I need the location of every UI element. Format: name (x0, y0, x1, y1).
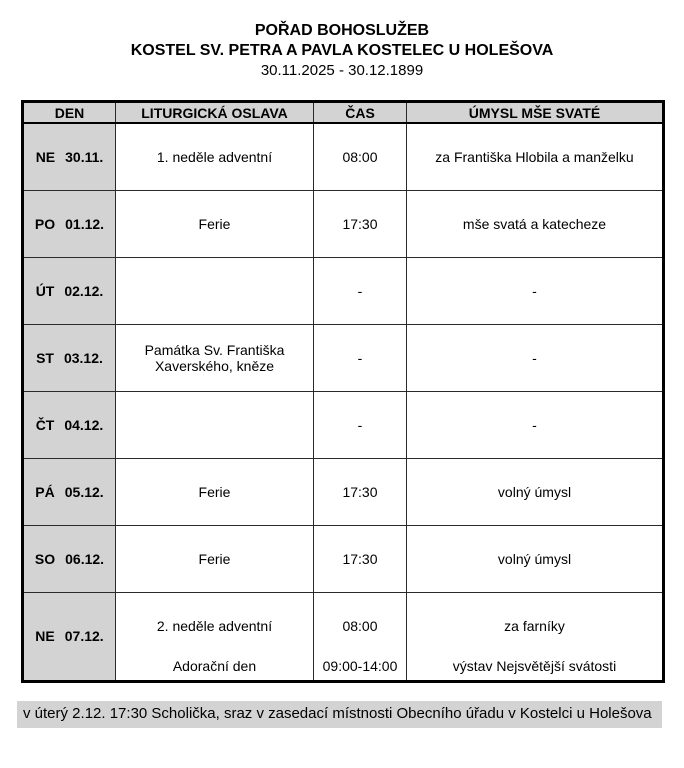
table-row (23, 123, 664, 190)
header-oslava: LITURGICKÁ OSLAVA (116, 102, 314, 124)
time-cell: - (314, 391, 407, 458)
time-cell: 17:30 (314, 190, 407, 257)
schedule-table (21, 100, 665, 683)
day-date: 05.12. (64, 483, 104, 500)
intention-cell: volný úmysl (407, 525, 664, 592)
time-cell: - (314, 324, 407, 391)
intention-cell: mše svatá a katecheze (407, 190, 664, 257)
page-title: POŘAD BOHOSLUŽEB (254, 22, 430, 39)
header-cas: ČAS (314, 102, 407, 124)
intention-cell: volný úmysl (407, 458, 664, 525)
intention-cell: - (407, 391, 664, 458)
table-row (23, 391, 664, 458)
day-date: 06.12. (65, 550, 105, 567)
day-abbrev: NE (35, 628, 55, 644)
day-abbrev: ST (36, 349, 54, 366)
time-cell: - (314, 257, 407, 324)
table-row (23, 190, 664, 257)
liturgy-cell: Ferie (116, 190, 314, 257)
liturgy-cell: Památka Sv. Františka Xaverského, kněze (116, 324, 314, 391)
day-abbrev: ÚT (35, 282, 55, 299)
liturgy-cell: Ferie (116, 458, 314, 525)
day-abbrev: NE (35, 148, 56, 165)
day-cell (23, 592, 116, 681)
day-abbrev: SO (34, 550, 56, 567)
day-cell (23, 190, 116, 257)
time-cell: 17:30 (314, 458, 407, 525)
time-line-1: 08:00 (342, 617, 378, 634)
day-abbrev: ČT (35, 416, 55, 433)
intention-cell: - (407, 324, 664, 391)
liturgy-cell (116, 257, 314, 324)
day-date: 01.12. (65, 215, 105, 232)
header-umysl: ÚMYSL MŠE SVATÉ (407, 102, 664, 124)
date-range: 30.11.2025 - 30.12.1899 (260, 62, 424, 79)
church-name: KOSTEL SV. PETRA A PAVLA KOSTELEC U HOLEŠOVA (130, 42, 554, 59)
time-cell (314, 592, 407, 681)
table-row (23, 592, 664, 681)
table-row (23, 525, 664, 592)
day-date: 02.12. (64, 282, 104, 299)
day-cell (23, 324, 116, 391)
table-row (23, 458, 664, 525)
title-block (0, 0, 684, 81)
footer-note: v úterý 2.12. 17:30 Scholička, sraz v zasedací místnosti Obecního úřadu v Kostelci u Holešova (17, 701, 662, 728)
time-line-2: 09:00-14:00 (322, 657, 398, 674)
day-cell (23, 123, 116, 190)
intention-line-2: výstav Nejsvětější svátosti (452, 657, 617, 674)
table-row (23, 257, 664, 324)
time-cell: 17:30 (314, 525, 407, 592)
intention-cell (407, 592, 664, 681)
liturgy-cell: 1. neděle adventní (116, 123, 314, 190)
intention-cell: - (407, 257, 664, 324)
liturgy-cell: Ferie (116, 525, 314, 592)
time-cell: 08:00 (314, 123, 407, 190)
day-cell (23, 525, 116, 592)
liturgy-line-2: Adorační den (172, 657, 257, 674)
liturgy-line-1: 2. neděle adventní (156, 617, 273, 634)
day-cell (23, 458, 116, 525)
table-row (23, 324, 664, 391)
day-abbrev: PO (34, 215, 56, 232)
header-row (23, 102, 664, 124)
header-den: DEN (23, 102, 116, 124)
day-date: 07.12. (64, 628, 104, 644)
liturgy-cell (116, 592, 314, 681)
day-date: 30.11. (65, 148, 104, 165)
day-abbrev: PÁ (35, 483, 55, 500)
day-cell (23, 257, 116, 324)
day-date: 04.12. (64, 416, 104, 433)
day-cell (23, 391, 116, 458)
intention-line-1: za farníky (504, 617, 565, 634)
intention-cell: za Františka Hlobila a manželku (407, 123, 664, 190)
day-date: 03.12. (63, 349, 103, 366)
liturgy-cell (116, 391, 314, 458)
